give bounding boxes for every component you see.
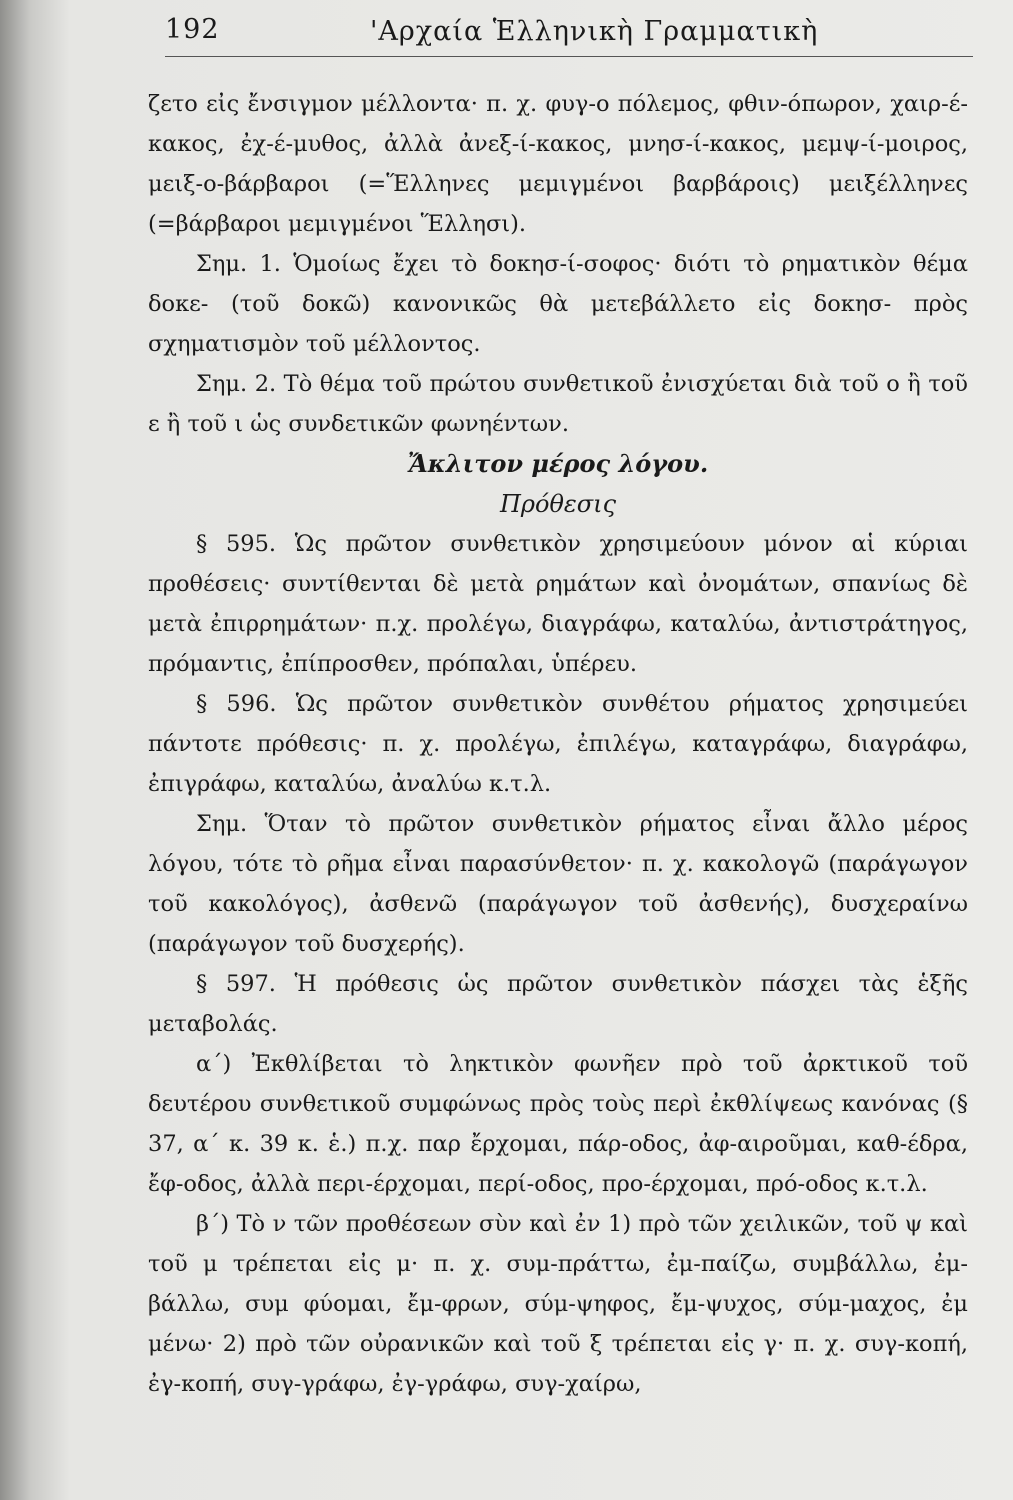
subsection-title: Πρόθεσις bbox=[499, 490, 617, 518]
paragraph-597: § 597. Ἡ πρόθεσις ὡς πρῶτον συνθετικὸν πάσχει τὰς ἑξῆς μεταβολάς. bbox=[148, 971, 968, 1037]
paragraph-597-beta: β΄) Τὸ ν τῶν προθέσεων σὺν καὶ ἐν 1) πρὸ τῶν χειλικῶν, τοῦ ψ καὶ τοῦ μ τρέπεται εἰς μ· π. χ. συμ-πράττω, ἐμ-παίζω, συμβάλλω, ἐμ-βάλλω, συμ φύομαι, ἔμ-φρων, σύμ-ψηφος, ἔμ-ψυχος, σύμ-μαχος, ἐμ μένω· 2) πρὸ τῶν οὐρανικῶν καὶ τοῦ ξ τρέπεται εἰς γ· π. χ. συγ-κοπή, ἐγ-κοπή, συγ-γράφω, ἐγ-γράφω, συγ-χαίρω, bbox=[148, 1211, 968, 1397]
paragraph-continuation: ζετο εἰς ἔνσιγμον μέλλοντα· π. χ. φυγ-ο πόλεμος, φθιν-όπωρον, χαιρ-έ-κακος, ἐχ-έ-μυθος, ἀλλὰ ἀνεξ-ί-κακος, μνησ-ί-κακος, μεμψ-ί-μοιρος, μειξ-ο-βάρβαροι (=Ἕλληνες μεμιγμένοι βαρβάροις) μειξέλληνες (=βάρβαροι μεμιγμένοι Ἕλλησι). bbox=[148, 91, 968, 237]
paragraph-596: § 596. Ὡς πρῶτον συνθετικὸν συνθέτου ρήματος χρησιμεύει πάντοτε πρόθεσις· π. χ. προλέγω, ἐπιλέγω, καταγράφω, διαγράφω, ἐπιγράφω, καταλύω, ἀναλύω κ.τ.λ. bbox=[148, 691, 968, 797]
note-1: Σημ. 1. Ὁμοίως ἔχει τὸ δοκησ-ί-σοφος· διότι τὸ ρηματικὸν θέμα δοκε- (τοῦ δοκῶ) κανονικῶς θὰ μετεβάλλετο εἰς δοκησ- πρὸς σχηματισμὸν τοῦ μέλλοντος. bbox=[148, 251, 968, 357]
running-title: 'Αρχαία Ἑλληνικὴ Γραμματικὴ bbox=[370, 16, 819, 47]
page-body bbox=[148, 84, 968, 1404]
section-title: Ἄκλιτον μέρος λόγου. bbox=[407, 449, 709, 478]
page-number: 192 bbox=[165, 14, 220, 45]
paragraph-597-alpha: α΄) Ἐκθλίβεται τὸ ληκτικὸν φωνῆεν πρὸ τοῦ ἀρκτικοῦ τοῦ δευτέρου συνθετικοῦ συμφώνως πρὸς τοὺς περὶ ἐκθλίψεως κανόνας (§ 37, α΄ κ. 39 κ. ἑ.) π.χ. παρ ἔρχομαι, πάρ-οδος, ἀφ-αιροῦμαι, καθ-έδρα, ἔφ-οδος, ἀλλὰ περι-έρχομαι, περί-οδος, προ-έρχομαι, πρό-οδος κ.τ.λ. bbox=[148, 1051, 968, 1197]
paragraph-595: § 595. Ὡς πρῶτον συνθετικὸν χρησιμεύουν μόνον αἱ κύριαι προθέσεις· συντίθενται δὲ μετὰ ρημάτων καὶ ὀνομάτων, σπανίως δὲ μετὰ ἐπιρρημάτων· π.χ. προλέγω, διαγράφω, καταλύω, ἀντιστράτηγος, πρόμαντις, ἐπίπροσθεν, πρόπαλαι, ὑπέρευ. bbox=[148, 531, 968, 677]
note-596: Σημ. Ὅταν τὸ πρῶτον συνθετικὸν ρήματος εἶναι ἄλλο μέρος λόγου, τότε τὸ ρῆμα εἶναι παρασύνθετον· π. χ. κακολογῶ (παράγωγον τοῦ κακολόγος), ἀσθενῶ (παράγωγον τοῦ ἀσθενής), δυσχεραίνω (παράγωγον τοῦ δυσχερής). bbox=[148, 811, 968, 957]
page-header bbox=[165, 12, 973, 57]
note-2: Σημ. 2. Τὸ θέμα τοῦ πρώτου συνθετικοῦ ἐνισχύεται διὰ τοῦ ο ἢ τοῦ ε ἢ τοῦ ι ὡς συνδετικῶν φωνηέντων. bbox=[148, 371, 968, 437]
